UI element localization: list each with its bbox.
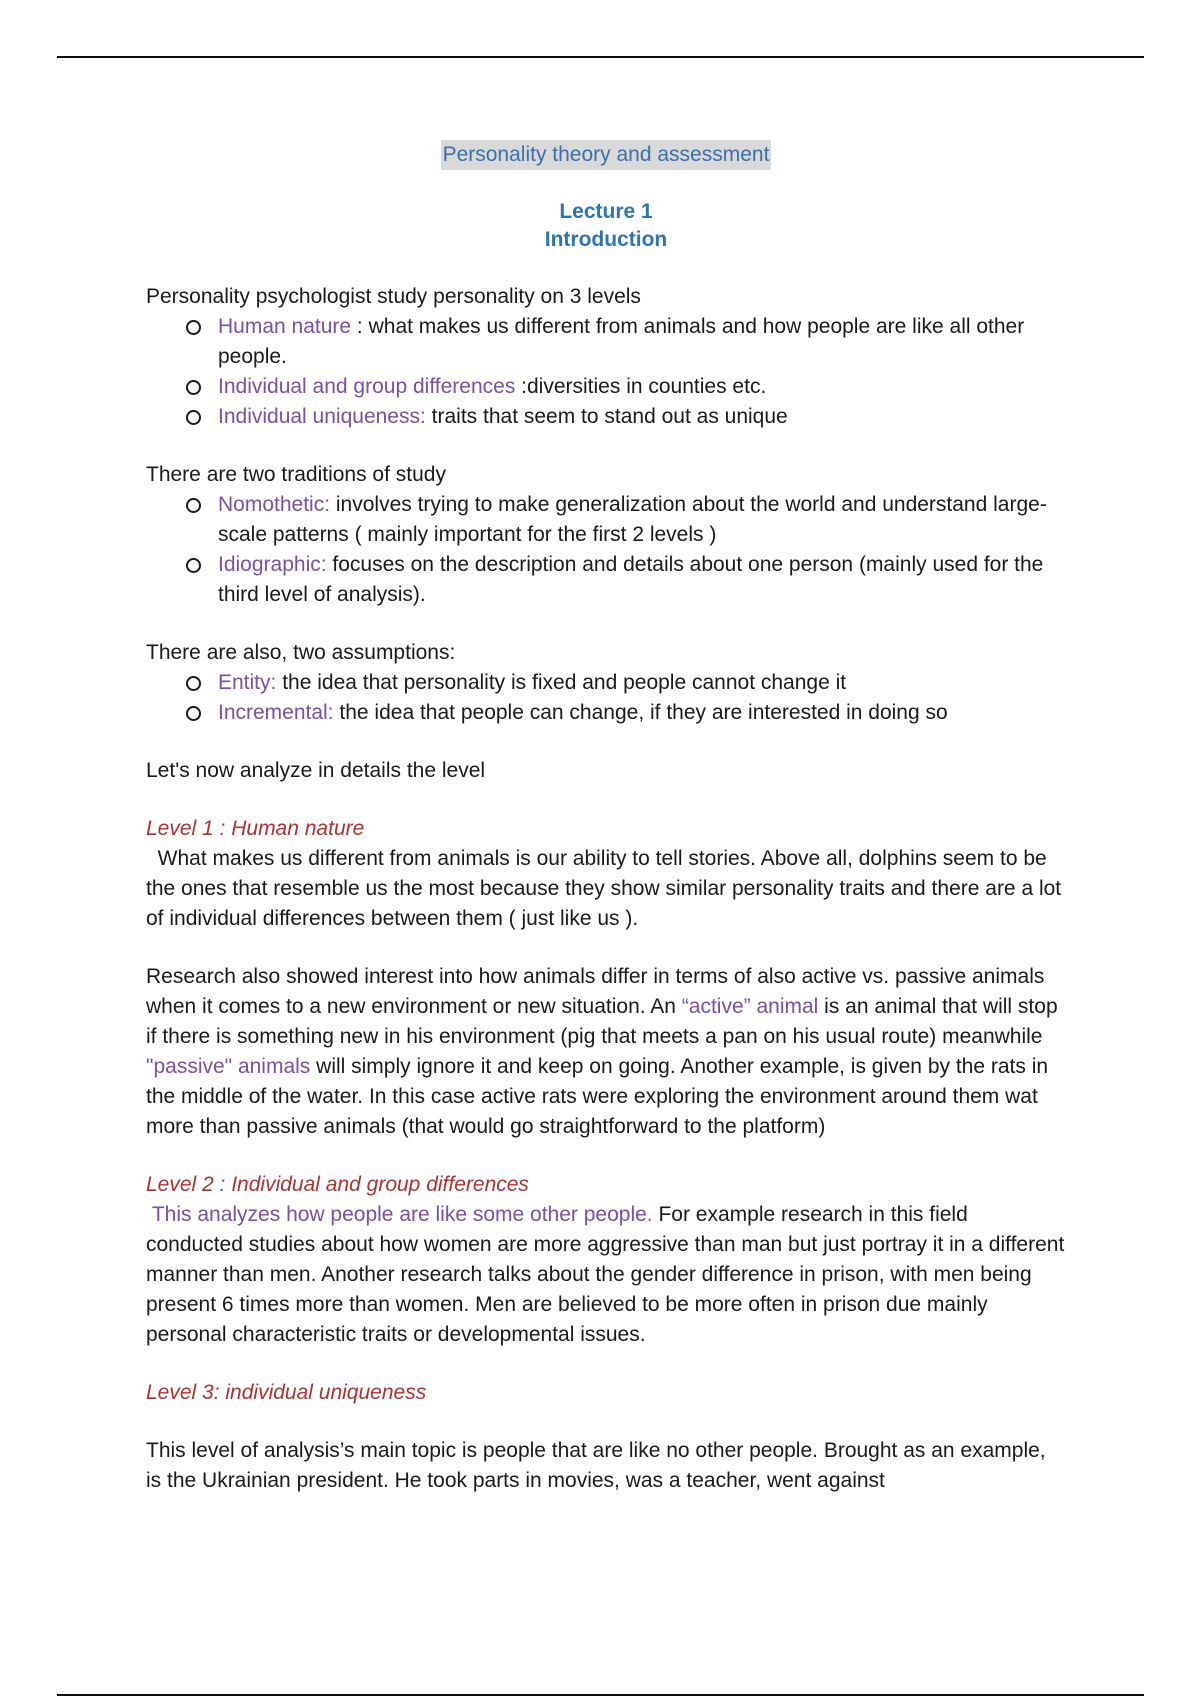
list-item: [186, 698, 1066, 728]
list-item: [186, 550, 1066, 610]
circle-bullet-icon: [186, 380, 201, 395]
list-item: [186, 490, 1066, 550]
term-separator: :: [515, 375, 527, 398]
term-description: involves trying to make generalization about the world and understand large-scale patterns ( mainly important for the first 2 levels ): [218, 493, 1047, 546]
level3-section: [146, 1378, 1066, 1496]
circle-bullet-icon: [186, 498, 201, 513]
circle-bullet-icon: [186, 558, 201, 573]
term-separator: :: [351, 315, 369, 338]
list-item: [186, 312, 1066, 372]
term-description: focuses on the description and details about one person (mainly used for the third level of analysis).: [218, 553, 1044, 606]
document-page: [146, 140, 1066, 1496]
traditions-intro: There are two traditions of study: [146, 463, 446, 486]
spacer: [146, 610, 1066, 638]
lecture-number: Lecture 1: [559, 200, 653, 223]
assumptions-intro: There are also, two assumptions:: [146, 641, 456, 664]
term-description: the idea that people can change, if they are interested in doing so: [339, 701, 948, 724]
term-description: diversities in counties etc.: [527, 375, 767, 398]
level1-p2-part-a: Research also showed interest into how animals differ in terms of also active vs. passive animals when it comes to a new environment or new situation. An: [146, 965, 1045, 1018]
spacer: [146, 728, 1066, 756]
level1-paragraph-1: [146, 844, 1066, 934]
term-idiographic: Idiographic:: [218, 553, 327, 576]
circle-bullet-icon: [186, 706, 201, 721]
analysis-intro: Let's now analyze in details the level: [146, 759, 486, 782]
active-animal-term: “active” animal: [681, 995, 819, 1018]
circle-bullet-icon: [186, 410, 201, 425]
level3-heading: Level 3: individual uniqueness: [146, 1381, 427, 1404]
level2-lead-sentence: This analyzes how people are like some other people.: [151, 1203, 653, 1226]
level2-text: For example research in this field conducted studies about how women are more aggressive than man but just portray it in a different manner than men. Another research talks about the gender difference in prison, with men being present 6 times more than women. Men are believed to be more often in prison due mainly personal characteristic traits or developmental issues.: [146, 1203, 1065, 1346]
spacer: [146, 934, 1066, 962]
level2-paragraph: [146, 1200, 1066, 1350]
level1-heading: Level 1 : Human nature: [146, 817, 365, 840]
assumptions-list: [146, 668, 1066, 728]
level2-section: [146, 1170, 1066, 1350]
level1-p2-part-b: is an animal that will stop if there is something new in his environment (pig that meets a pan on his usual route) meanwhile: [146, 995, 1058, 1048]
term-nomothetic: Nomothetic:: [218, 493, 331, 516]
level1-p2-part-c: will simply ignore it and keep on going. Another example, is given by the rats in the middle of the water. In this case active rats were exploring the environment around them wat more than passive animals (that would go straightforward to the platform): [146, 1055, 1049, 1138]
levels-list: [146, 312, 1066, 432]
spacer: [146, 1350, 1066, 1378]
header-rule: [57, 56, 1144, 58]
list-item: [186, 372, 1066, 402]
spacer: [146, 1142, 1066, 1170]
circle-bullet-icon: [186, 320, 201, 335]
passive-animals-term: "passive" animals: [146, 1055, 311, 1078]
lecture-heading: [146, 198, 1066, 254]
document-title: [146, 140, 1066, 180]
spacer: [146, 432, 1066, 460]
list-item: [186, 668, 1066, 698]
circle-bullet-icon: [186, 676, 201, 691]
level1-paragraph-2: [146, 962, 1066, 1142]
term-individual-uniqueness: Individual uniqueness:: [218, 405, 426, 428]
levels-section: [146, 282, 1066, 432]
term-group-differences: Individual and group differences: [218, 375, 516, 398]
list-item: [186, 402, 1066, 432]
term-incremental: Incremental:: [218, 701, 334, 724]
spacer: [146, 1408, 1066, 1436]
term-description: traits that seem to stand out as unique: [431, 405, 788, 428]
spacer: [146, 786, 1066, 814]
document-title-text: Personality theory and assessment: [441, 140, 772, 170]
level1-section: [146, 814, 1066, 1142]
term-description: the idea that personality is fixed and people cannot change it: [282, 671, 847, 694]
level2-heading: Level 2 : Individual and group differences: [146, 1173, 529, 1196]
term-description: what makes us different from animals and how people are like all other people.: [218, 315, 1025, 368]
lecture-subtitle: Introduction: [544, 228, 668, 251]
footer-rule: [57, 1694, 1144, 1696]
assumptions-section: [146, 638, 1066, 728]
traditions-list: [146, 490, 1066, 610]
levels-intro: Personality psychologist study personality on 3 levels: [146, 285, 641, 308]
term-entity: Entity:: [218, 671, 277, 694]
term-human-nature: Human nature: [218, 315, 352, 338]
traditions-section: [146, 460, 1066, 610]
level3-paragraph: This level of analysis’s main topic is people that are like no other people. Brought as an example, is the Ukrainian president. He took parts in movies, was a teacher, went against: [146, 1439, 1046, 1492]
level1-paragraph-1-text: What makes us different from animals is our ability to tell stories. Above all, dolphins seem to be the ones that resemble us the most because they show similar personality traits and there are a lot of individual differences between them ( just like us ).: [146, 847, 1062, 930]
